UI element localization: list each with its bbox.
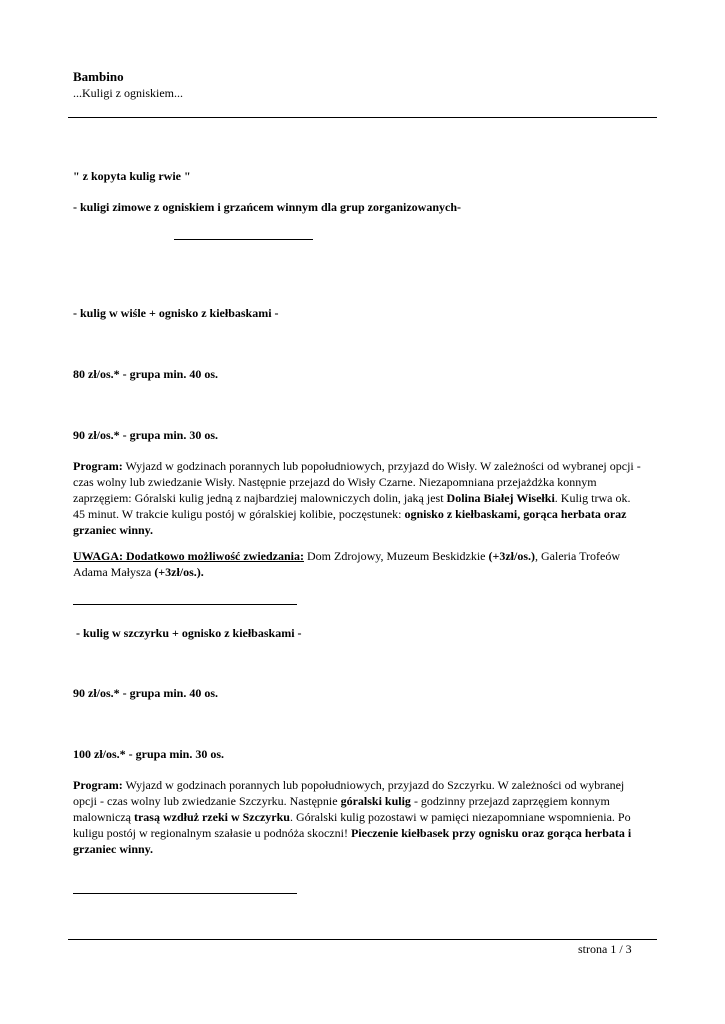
program-highlight: góralski kulig	[340, 794, 411, 808]
program-paragraph-wisla	[73, 458, 663, 538]
section-divider	[174, 239, 313, 240]
program-text: kuligu postój w regionalnym szałasie u podnóża skoczni!	[73, 826, 351, 840]
note-text: Adama Małysza	[73, 565, 155, 579]
program-text: czas wolny lub zwiedzanie Wisły. Następnie przejazd do Wisły Czarne. Niezapomniana przejażdżka konnym	[73, 475, 597, 489]
footer-divider	[68, 939, 657, 940]
motto: " z kopyta kulig rwie "	[73, 169, 191, 183]
header-divider	[68, 117, 657, 118]
program-text: Wyjazd w godzinach porannych lub popołudniowych, przyjazd do Szczyrku. W zależności od wybranej	[122, 778, 625, 792]
price-line: 100 zł/os.* - grupa min. 30 os.	[73, 747, 225, 761]
note-text: , Galeria Trofeów	[535, 549, 620, 563]
document-subtitle: ...Kuligi z ogniskiem...	[73, 86, 183, 100]
price-line: 90 zł/os.* - grupa min. 30 os.	[73, 428, 219, 442]
price-line: 80 zł/os.* - grupa min. 40 os.	[73, 367, 219, 381]
note-paragraph	[73, 548, 663, 580]
price-line: 90 zł/os.* - grupa min. 40 os.	[73, 686, 219, 700]
program-highlight: Dolina Białej Wisełki	[446, 491, 555, 505]
note-price: (+3zł/os.)	[488, 549, 536, 563]
program-text: Wyjazd w godzinach porannych lub popołudniowych, przyjazd do Wisły. W zależności od wybranej opcji -	[122, 459, 641, 473]
offer-title-wisla: - kulig w wiśle + ognisko z kiełbaskami -	[73, 306, 279, 320]
program-highlight: grzaniec winny.	[73, 842, 153, 856]
note-price: (+3zł/os.).	[154, 565, 204, 579]
program-label: Program:	[73, 459, 123, 473]
program-highlight: Pieczenie kiełbasek przy ognisku oraz gorąca herbata i	[350, 826, 632, 840]
section-divider	[73, 893, 297, 894]
page-number: strona 1 / 3	[578, 942, 632, 956]
program-highlight: grzaniec winny.	[73, 523, 153, 537]
program-highlight: ognisko z kiełbaskami, gorąca herbata oraz	[404, 507, 627, 521]
program-paragraph-szczyrk	[73, 777, 663, 857]
program-text: opcji - czas wolny lub zwiedzanie Szczyrku. Następnie	[73, 794, 341, 808]
program-text: zaprzęgiem: Góralski kulig jedną z najbardziej malowniczych dolin, jaką jest	[73, 491, 447, 505]
program-text: 45 minut. W trakcie kuligu postój w góralskiej kolibie, poczęstunek:	[73, 507, 405, 521]
program-label: Program:	[73, 778, 123, 792]
program-highlight: trasą wzdłuż rzeki w Szczyrku	[133, 810, 290, 824]
note-label: UWAGA: Dodatkowo możliwość zwiedzania:	[73, 549, 304, 563]
program-text: . Kulig trwa ok.	[554, 491, 631, 505]
program-text: malowniczą	[73, 810, 134, 824]
offer-title-szczyrk: - kulig w szczyrku + ognisko z kiełbaskami -	[73, 626, 302, 640]
section-divider	[73, 604, 297, 605]
note-text: Dom Zdrojowy, Muzeum Beskidzkie	[303, 549, 489, 563]
tagline: - kuligi zimowe z ogniskiem i grzańcem winnym dla grup zorganizowanych-	[73, 200, 461, 214]
program-text: - godzinny przejazd zaprzęgiem konnym	[410, 794, 610, 808]
program-text: . Góralski kulig pozostawi w pamięci niezapomniane wspomnienia. Po	[289, 810, 631, 824]
document-title: Bambino	[73, 69, 124, 84]
